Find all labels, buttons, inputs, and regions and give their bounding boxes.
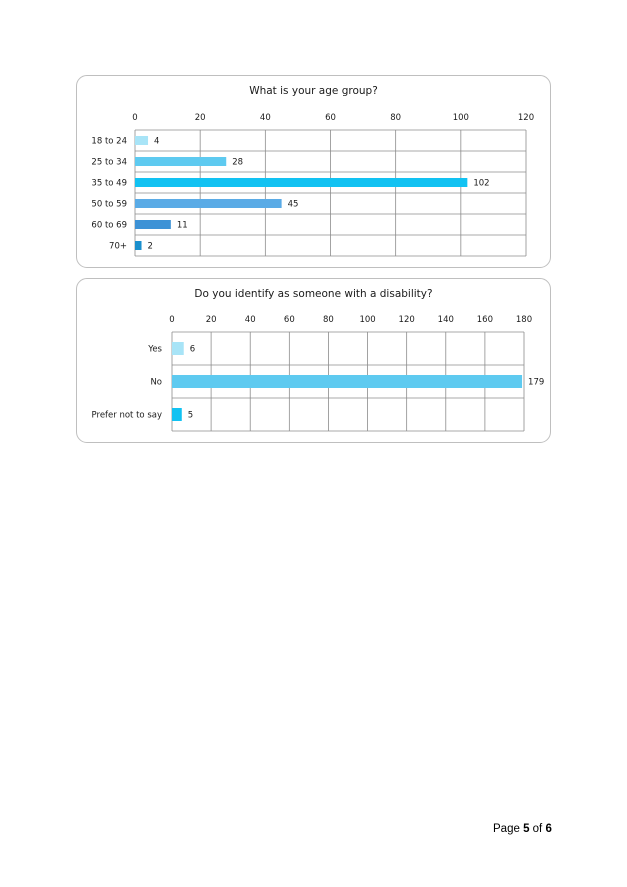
bar [135,157,226,166]
x-tick-label: 180 [515,315,533,325]
data-label: 102 [473,178,490,189]
x-tick-label: 0 [132,113,138,123]
x-tick-label: 20 [194,113,206,123]
x-tick-label: 40 [259,113,271,123]
x-tick-label: 80 [390,113,402,123]
data-label: 179 [528,377,545,388]
data-label: 4 [154,136,160,147]
bar [135,241,142,250]
x-tick-label: 60 [325,113,336,123]
x-tick-label: 140 [437,315,454,325]
category-label: No [150,377,162,388]
chart-title: What is your age group? [249,85,378,97]
bar [172,375,522,388]
data-label: 6 [189,344,196,355]
x-tick-label: 100 [359,315,376,325]
data-label: 5 [187,410,194,421]
x-tick-label: 60 [283,315,295,325]
x-tick-label: 20 [205,315,217,325]
page-number: Page 5 of 6 [493,823,552,835]
total-pages: 6 [545,823,552,835]
chart-title: Do you identify as someone with a disability? [194,288,433,300]
age-group-chart [76,75,551,268]
data-label: 45 [287,199,299,210]
bar [135,199,282,208]
bar [135,136,148,145]
x-tick-label: 160 [476,315,494,325]
x-tick-label: 40 [244,315,256,325]
bar [172,342,184,355]
bar [172,408,182,421]
category-label: 60 to 69 [91,220,127,231]
category-label: Prefer not to say [91,410,162,421]
data-label: 2 [147,241,153,252]
category-label: 70+ [109,241,127,252]
bar [135,178,467,187]
x-tick-label: 120 [517,113,535,123]
disability-plot [77,279,552,444]
category-label: 50 to 59 [91,199,127,210]
category-label: 35 to 49 [91,178,127,189]
x-tick-label: 0 [169,315,175,325]
disability-chart [76,278,551,443]
data-label: 28 [232,157,244,168]
x-tick-label: 100 [452,113,469,123]
data-label: 11 [176,220,188,231]
bar [135,220,171,229]
category-label: 25 to 34 [91,157,127,168]
current-page: 5 [523,823,530,835]
x-tick-label: 120 [398,315,415,325]
category-label: 18 to 24 [91,136,127,147]
category-label: Yes [148,344,162,355]
age-group-plot [77,76,552,269]
x-tick-label: 80 [323,315,334,325]
